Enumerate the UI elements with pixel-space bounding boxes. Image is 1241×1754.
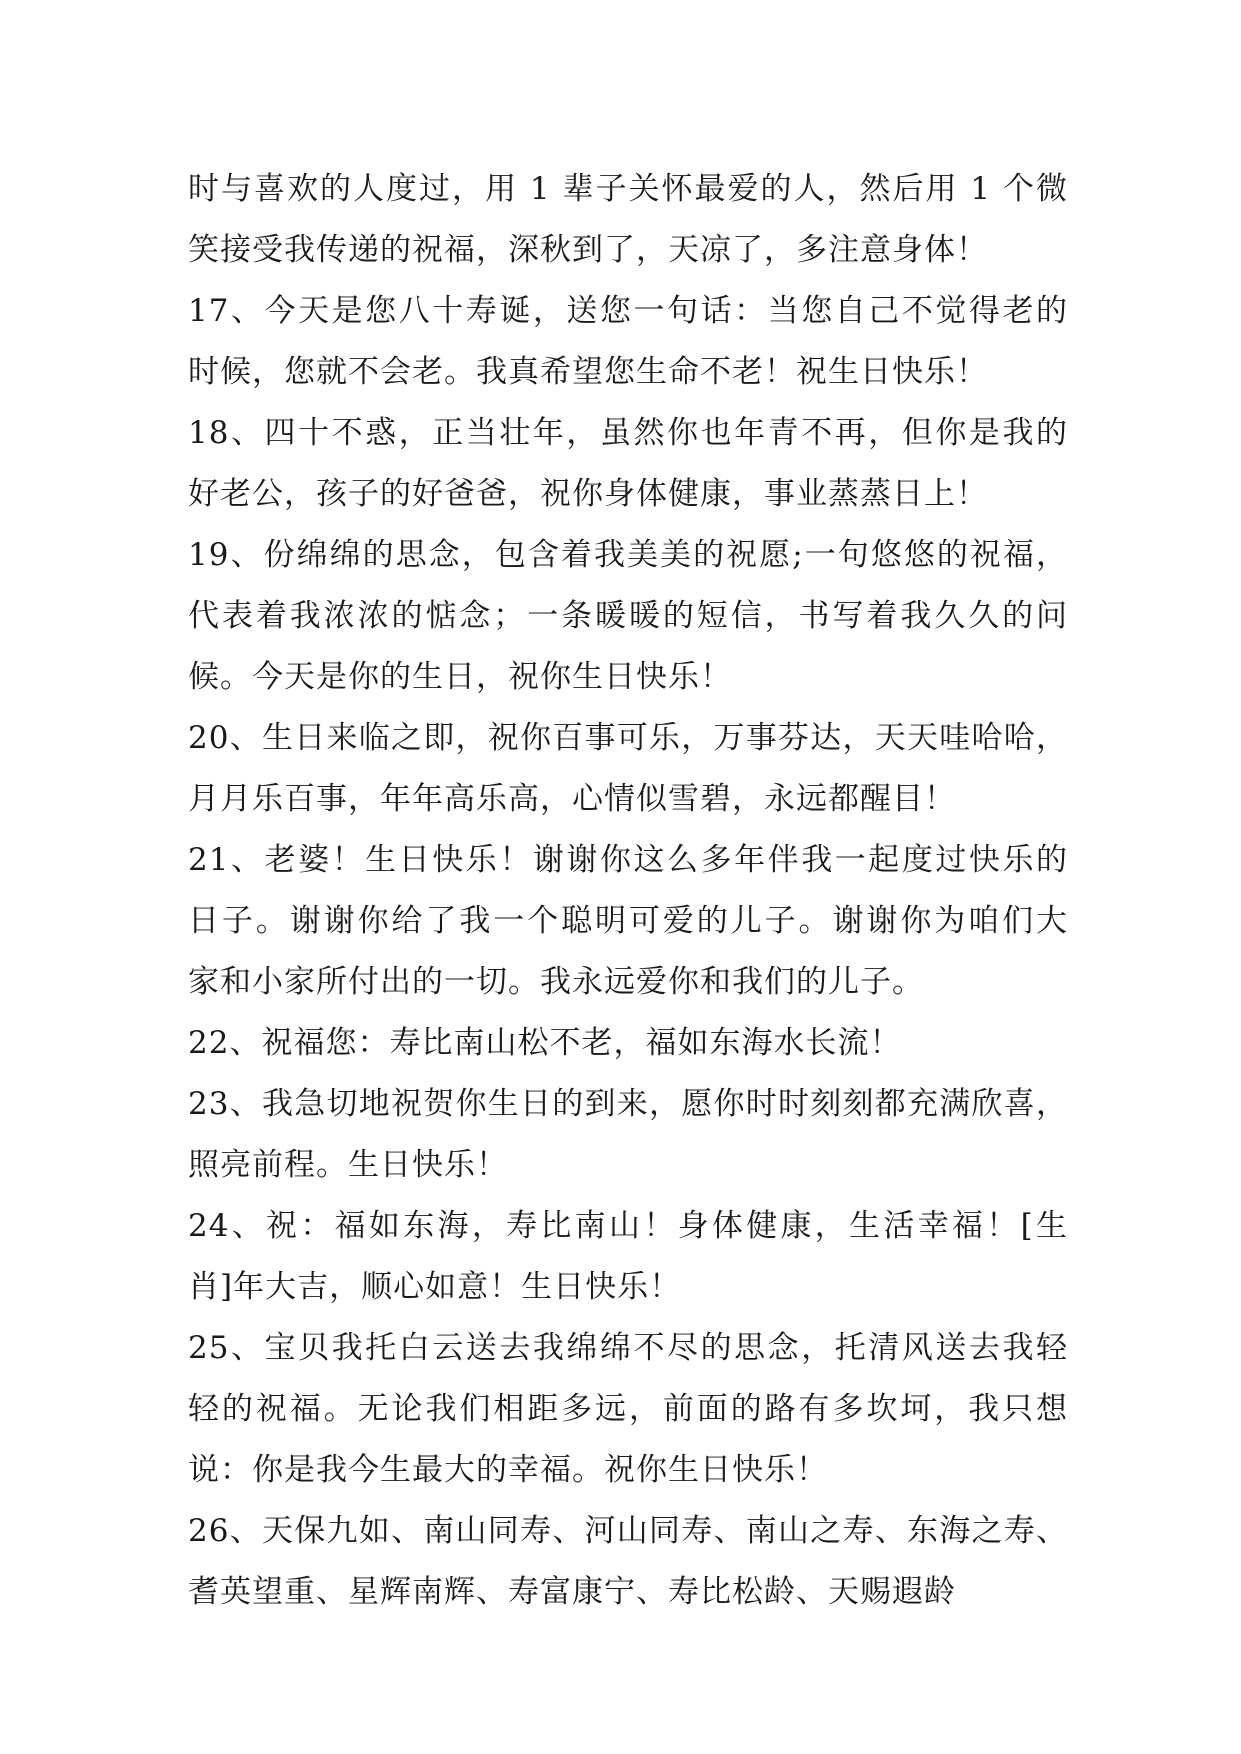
text-line: 照亮前程。生日快乐！ (188, 1147, 508, 1183)
text-line: 说：你是我今生最大的幸福。祝你生日快乐！ (188, 1452, 828, 1488)
text-line: 17、今天是您八十寿诞，送您一句话：当您自己不觉得老的 (188, 293, 1068, 329)
text-line: 耆英望重、星辉南辉、寿富康宁、寿比松龄、天赐遐龄 (188, 1574, 956, 1610)
text-line: 26、天保九如、南山同寿、河山同寿、南山之寿、东海之寿、 (188, 1513, 1068, 1549)
text-line: 时候，您就不会老。我真希望您生命不老！祝生日快乐！ (188, 354, 988, 390)
text-line: 轻的祝福。无论我们相距多远，前面的路有多坎坷，我只想 (188, 1391, 1068, 1427)
text-line: 19、份绵绵的思念，包含着我美美的祝愿;一句悠悠的祝福， (188, 537, 1068, 573)
text-line: 代表着我浓浓的惦念；一条暖暖的短信，书写着我久久的问 (188, 598, 1068, 634)
text-line: 20、生日来临之即，祝你百事可乐，万事芬达，天天哇哈哈， (188, 720, 1068, 756)
document-body (188, 159, 1068, 1623)
text-line: 笑接受我传递的祝福，深秋到了，天凉了，多注意身体！ (188, 232, 988, 268)
text-line: 22、祝福您：寿比南山松不老，福如东海水长流！ (188, 1025, 902, 1061)
text-line: 候。今天是你的生日，祝你生日快乐！ (188, 659, 732, 695)
text-line: 好老公，孩子的好爸爸，祝你身体健康，事业蒸蒸日上！ (188, 476, 988, 512)
text-line: 21、老婆！生日快乐！谢谢你这么多年伴我一起度过快乐的 (188, 842, 1068, 878)
text-line: 日子。谢谢你给了我一个聪明可爱的儿子。谢谢你为咱们大 (188, 903, 1068, 939)
text-line: 时与喜欢的人度过，用 1 辈子关怀最爱的人，然后用 1 个微 (188, 171, 1068, 207)
text-line: 18、四十不惑，正当壮年，虽然你也年青不再，但你是我的 (188, 415, 1068, 451)
text-line: 肖]年大吉，顺心如意！生日快乐！ (188, 1269, 682, 1305)
text-line: 月月乐百事，年年高乐高，心情似雪碧，永远都醒目！ (188, 781, 956, 817)
text-line: 24、祝：福如东海，寿比南山！身体健康，生活幸福！[生 (188, 1208, 1068, 1244)
text-line: 25、宝贝我托白云送去我绵绵不尽的思念，托清风送去我轻 (188, 1330, 1068, 1366)
text-line: 家和小家所付出的一切。我永远爱你和我们的儿子。 (188, 964, 924, 1000)
text-line: 23、我急切地祝贺你生日的到来，愿你时时刻刻都充满欣喜， (188, 1086, 1068, 1122)
